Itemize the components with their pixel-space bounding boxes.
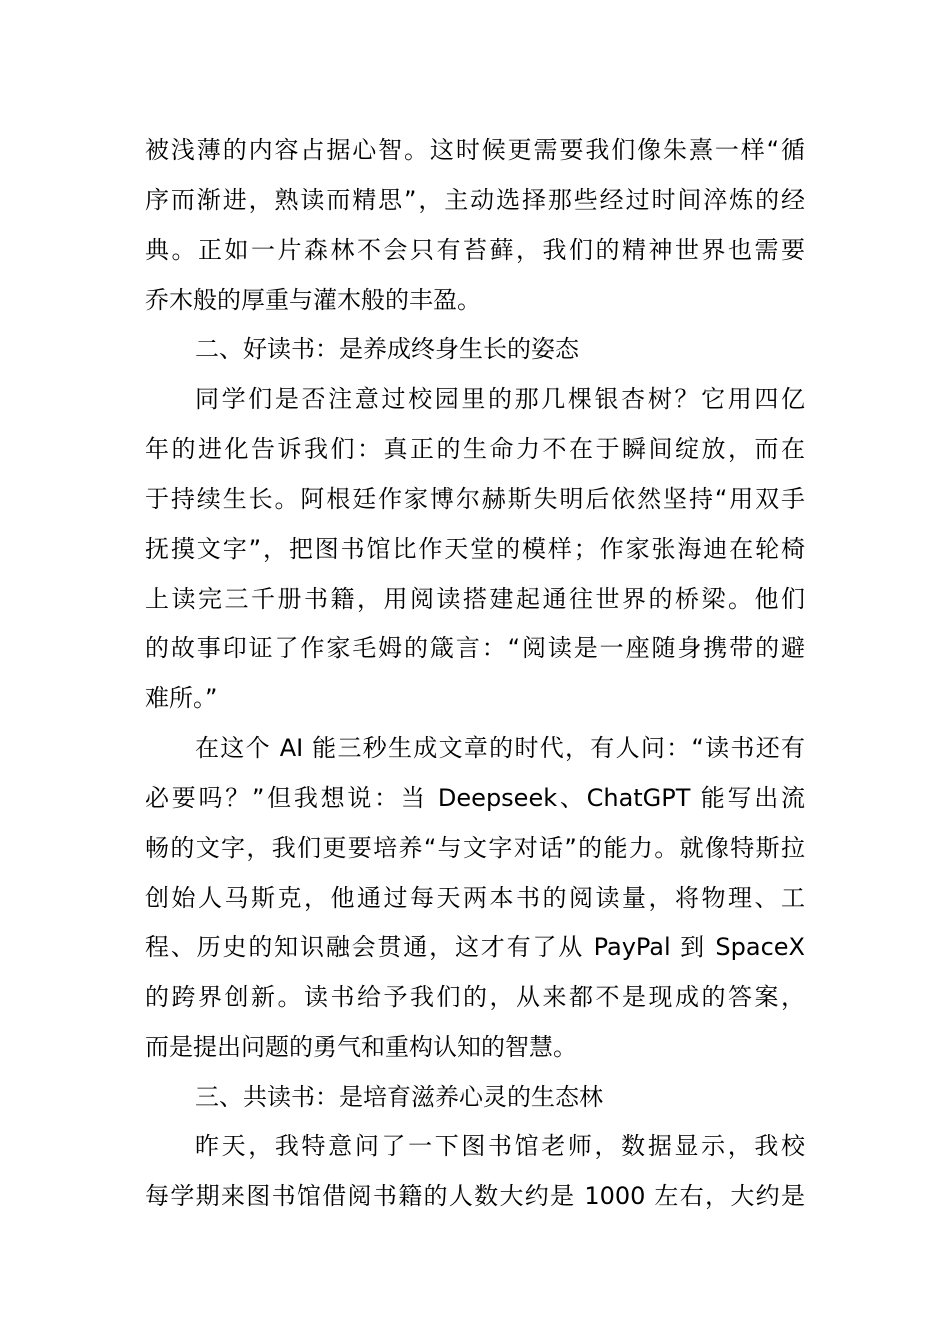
text-line: 年的进化告诉我们：真正的生命力不在于瞬间绽放，而在 — [145, 435, 805, 463]
text-line: 上读完三千册书籍，用阅读搭建起通往世界的桥梁。他们 — [145, 585, 805, 613]
text-line: 而是提出问题的勇气和重构认知的智慧。 — [145, 1033, 577, 1061]
text-line: 昨天，我特意问了一下图书馆老师，数据显示，我校 — [195, 1132, 805, 1160]
section-heading-2: 二、好读书：是养成终身生长的姿态 — [195, 335, 579, 363]
text-line: 难所。” — [145, 684, 218, 712]
text-line: 于持续生长。阿根廷作家博尔赫斯失明后依然坚持“用双手 — [145, 485, 805, 513]
text-line: 被浅薄的内容占据心智。这时候更需要我们像朱熹一样“循 — [145, 136, 805, 164]
text-line: 序而渐进，熟读而精思”，主动选择那些经过时间淬炼的经 — [145, 186, 805, 214]
text-line: 畅的文字，我们更要培养“与文字对话”的能力。就像特斯拉 — [145, 834, 805, 862]
text-line: 的跨界创新。读书给予我们的，从来都不是现成的答案， — [145, 983, 805, 1011]
text-line: 同学们是否注意过校园里的那几棵银杏树？它用四亿 — [195, 385, 805, 413]
text-line: 的故事印证了作家毛姆的箴言：“阅读是一座随身携带的避 — [145, 634, 805, 662]
section-heading-3: 三、共读书：是培育滋养心灵的生态林 — [195, 1083, 603, 1111]
text-line: 必要吗？”但我想说：当 Deepseek、ChatGPT 能写出流 — [145, 784, 805, 812]
text-line: 在这个 AI 能三秒生成文章的时代，有人问：“读书还有 — [195, 734, 805, 762]
text-line: 程、历史的知识融会贯通，这才有了从 PayPal 到 SpaceX — [145, 933, 805, 961]
text-line: 乔木般的厚重与灌木般的丰盈。 — [145, 286, 481, 314]
text-line: 抚摸文字”，把图书馆比作天堂的模样；作家张海迪在轮椅 — [145, 535, 805, 563]
text-line: 创始人马斯克，他通过每天两本书的阅读量，将物理、工 — [145, 884, 805, 912]
text-line: 典。正如一片森林不会只有苔藓，我们的精神世界也需要 — [145, 236, 805, 264]
text-line: 每学期来图书馆借阅书籍的人数大约是 1000 左右，大约是 — [145, 1182, 805, 1210]
